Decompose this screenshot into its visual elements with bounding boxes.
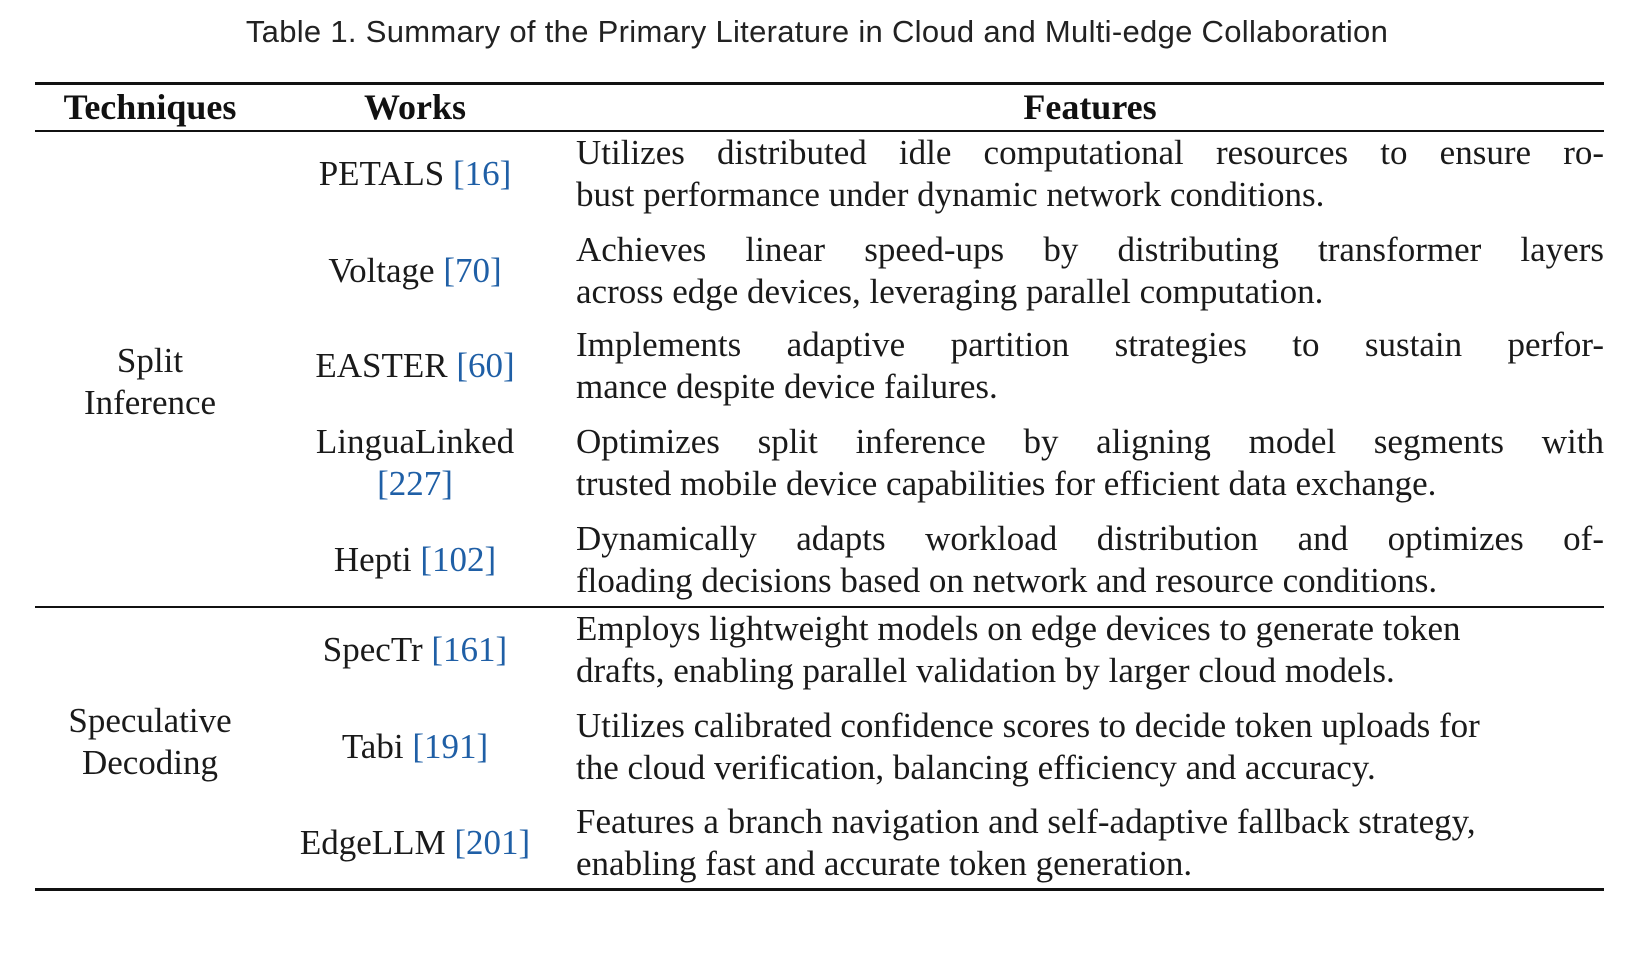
work-name: PETALS [318,154,445,193]
citation-number[interactable]: 227 [388,464,442,503]
feature-cell [576,421,1604,505]
work-name: Hepti [333,540,412,579]
header-works: Works [363,87,467,127]
citation-number[interactable]: 201 [466,823,519,862]
technique-split-inference [35,340,265,424]
feature-line: Features a branch navigation and self-adaptive fallback strategy, [576,802,1476,841]
feature-line: Dynamically adapts workload distribution and optimizes of- [576,519,1604,558]
technique-speculative-decoding [35,700,265,784]
work-name: EdgeLLM [299,823,446,862]
feature-cell [576,801,1604,885]
work-cell [280,153,550,195]
feature-line: trusted mobile device capabilities for efficient data exchange. [576,464,1437,503]
work-name: Voltage [328,251,435,290]
citation-number[interactable]: 161 [443,630,496,669]
feature-line: Utilizes calibrated confidence scores to decide token uploads for [576,706,1480,745]
feature-cell [576,608,1604,692]
feature-line: drafts, enabling parallel validation by larger cloud models. [576,651,1395,690]
citation-number[interactable]: 60 [467,346,503,385]
citation-link[interactable]: [201] [454,823,531,862]
feature-line: floading decisions based on network and resource conditions. [576,561,1438,600]
feature-line: across edge devices, leveraging parallel computation. [576,272,1324,311]
work-name: LinguaLinked [315,422,515,461]
citation-link[interactable]: [60] [456,346,515,385]
work-cell [280,539,550,581]
work-cell [280,345,550,387]
feature-line: bust performance under dynamic network conditions. [576,175,1325,214]
feature-cell [576,705,1604,789]
feature-cell [576,518,1604,602]
citation-link[interactable]: [102] [420,540,497,579]
citation-number[interactable]: 16 [464,154,500,193]
feature-line: mance despite device failures. [576,367,998,406]
citation-link[interactable]: [227] [377,464,453,503]
work-name: EASTER [315,346,448,385]
feature-line: Employs lightweight models on edge devices to generate token [576,609,1461,648]
work-cell [280,250,550,292]
technique-line: Decoding [81,743,219,782]
citation-number[interactable]: 70 [455,251,491,290]
work-name: SpecTr [322,630,423,669]
feature-line: the cloud verification, balancing efficiency and accuracy. [576,748,1376,787]
work-cell [280,726,550,768]
work-name: Tabi [341,727,404,766]
work-cell [280,629,550,671]
feature-line: Optimizes split inference by aligning model segments with [576,422,1604,461]
citation-number[interactable]: 191 [423,727,477,766]
work-cell [280,421,550,505]
technique-line: Speculative [68,701,232,740]
feature-cell [576,229,1604,313]
table-caption: Table 1. Summary of the Primary Literature in Cloud and Multi-edge Collaboration [245,14,1389,49]
citation-number[interactable]: 102 [432,540,485,579]
header-features: Features [1023,87,1157,127]
feature-cell [576,132,1604,216]
work-cell [280,822,550,864]
bottom-rule [35,888,1604,891]
citation-link[interactable]: [161] [431,630,508,669]
header-techniques: Techniques [63,87,237,127]
feature-cell [576,324,1604,408]
feature-line: Implements adaptive partition strategies to sustain perfor- [576,325,1604,364]
technique-line: Split [116,341,184,380]
citation-link[interactable]: [191] [412,727,489,766]
feature-line: Achieves linear speed-ups by distributing transformer layers [576,230,1604,269]
citation-link[interactable]: [70] [443,251,502,290]
technique-line: Inference [83,383,217,422]
feature-line: Utilizes distributed idle computational resources to ensure ro- [576,133,1604,172]
citation-link[interactable]: [16] [452,154,512,193]
feature-line: enabling fast and accurate token generation. [576,844,1193,883]
